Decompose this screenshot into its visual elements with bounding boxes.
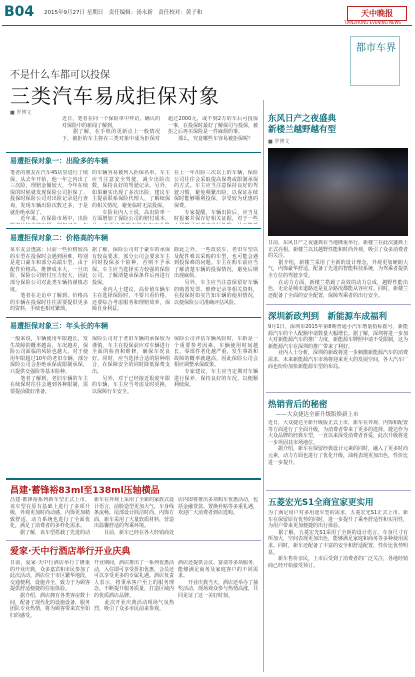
lead-intro-right: 超过2000元，或不到2万的车后可投保一事，在投保时最好了解保司与投保，被拒之后再买保险是一件麻烦的事。 那么，究竟哪些车容易被拒保呢？ [168, 116, 258, 142]
right-hot-text: 近日，大众捷达全新升级版正式上市，新车在外观、内饰和配置等方面进行了全面升级，为消费者带来了更多的选择。捷达作为大众品牌的经典车型，一直以来深受消费者喜爱，此次升级将进一步巩固其市场地位。 据介绍，新车在保留经典设计元素的同时，融入了更多时尚元素，动力方面也进行了优化升级，油耗表现更加出色，性价比进一步提升。 [268, 420, 408, 466]
right-top-text: 日前，东风日产之夜盛典在当地隆重举行，新楼兰在此次盛典上正式亮相。新楼兰以其越野性能和时尚外观，吸引了众多消费者的关注。 据介绍，新楼兰采用了全新的设计理念，外观更加硬朗大气，内饰豪华舒适，配备了先进的智能科技系统，为驾乘者提供全方位的驾驶享受。 在动力方面，新楼兰搭载了高效的动力总成，越野性能出色，无论是城市道路还是复杂路况都能从容应对。同时，新楼兰还配备了全面的安全配置，保障驾乘者的出行安全。 [268, 240, 408, 299]
right-last-title: 五菱宏光S1全商宣家更实用 [268, 498, 374, 508]
section-3-col2: 保险公司对于老旧车辆的承保较为谨慎，车主在投保前应对车辆进行全面的检查和维修，确保车况良好。同时，应当选择合适的险种组合，在保障安全的同时降低保费支出。 另外，对于已经接近报废年限的车辆，车主应当考虑及时更换，以保障行车安全。 [92, 336, 170, 395]
section-1-col3: 在上一年出险三次以上的车辆，保险公司往往会采取提高保费或限制承保的方式。车主应当注意保持良好的驾驶习惯，避免频繁出险，以保证在续保时能够顺利投保，享受较为优惠的保费。 专家提醒，车辆出险后，应当及时报案并保存好相关证据，对于一些 [174, 170, 258, 223]
section-2-title: 易遭拒保对象二：价格高的车辆 [10, 234, 108, 242]
section-3-col1: 一般来说，车辆使用年限越长，发生故障的概率越高，车况越差，保险公司面临的风险也越大。对于使用年限超过10年的老旧车辆，部分保险公司会拒绝承保或限制承保，只提供交强险等基本险种。 笔者了解到，老旧车辆的车主在续保时往往会遇到各种限制，需要提前做好准备。 [10, 336, 88, 395]
section-divider [6, 228, 261, 229]
news-2-col2: 开业期间，酒店推出了一系列优惠活动，入住即可享受折扣优惠，会员还可以享受更多的专属礼遇。酒店负责人表示，将秉承客户至上的服务理念，不断提升服务质量，打造区域内的优质酒店品牌。 此次开业庆典活动现场气氛热烈，吸引了众多市民前来参观。 [94, 560, 174, 613]
event-photo [268, 148, 408, 236]
news-1-col3: 店内即将推出多项购车优惠活动，包括金融贷款、置换补贴等多重礼遇，欢迎广大消费者到店选购。 [178, 497, 258, 517]
lead-byline: ■ 罗博文 [10, 110, 32, 116]
header-rule [2, 25, 412, 26]
right-top-byline: ■ 罗博文 [268, 139, 290, 145]
lead-intro-left: 近日，笔者在同一个保险单中拜访，确认的对保险中的新闻了解到， 据了解，在手机的更新点上一般情况下，被拒的车主将在三类对象中成为拒保对 [62, 116, 160, 142]
right-mid-text: 9月1日，深圳市2015年第8期普通小汽车增量指标摇号，新能源汽车的个人配额申请数量大幅增长。据了解，深圳将进一步加大对新能源汽车的推广力度，新能源车牌照申请不受限制，这为新能源汽车在深圳的推广带来了利好。 业内人士分析，深圳的新政将进一步刺激新能源汽车的消费需求，未来新能源汽车市场将迎来更大的发展空间，各大汽车厂商也纷纷加快新能源车型的布局。 [268, 324, 408, 370]
right-hot-title: 热销背后的秘密 [268, 400, 328, 410]
right-divider [266, 304, 411, 305]
news-1-title: 昌建·蓄锋裕83ml至138ml压轴横品 [10, 486, 160, 496]
news-divider [6, 478, 261, 480]
right-top-title: 东风日产之夜盛典 新楼兰越野越有型 [268, 114, 337, 135]
section-1-col2: 的车辆容易被列入拒保名单，车主应当注意安全驾驶，减少出险次数，保持良好的驾驶记录。另外，如果确实出现了多次出险，建议车主提前联系保险代理人，了解续保的相关情况，避免临时无法投保。 车险业内人士说，高出险率一方面增加了保险公司的赔付成本， [92, 170, 170, 223]
column-divider [263, 100, 264, 672]
right-divider [266, 490, 411, 491]
section-3-title: 易遭拒保对象三：年头长的车辆 [10, 322, 108, 330]
section-2-col2: 据了解，保险公司对于豪车的承保有较高要求，部分公司会要求车主同时投保多个险种，否则不予承保。车主应当选择实力较强的保险公司，了解清楚承保条件后再进行投保。 业内人士建议，高价值车辆车主在选择保险时，不要只看价格，还要综合考虑服务和理赔效率，保障自身利益。 [92, 247, 170, 313]
news-2-title: 爱家·天中行酒店举行开业庆典 [10, 547, 131, 557]
news-1-col2: 新车在外观上采用了全新的家族式设计语言，前脸造型更加大气，车身线条流畅，尾部设计简洁时尚。内饰方面，新车采用了大量软质材料，营造出温馨舒适的驾乘环境。 目前，新车已经在各大经销商处 [94, 497, 174, 535]
section-3-col3: 保险公司评估车辆风险时，车龄是一个重要参考因素。车辆使用时间越长，零部件老化越严重，发生事故和故障的概率就越高，因此保险公司会相应调整承保政策。 专家建议，车主应当定期对车辆进行保养，保持良好的车况，以便顺利续保。 [174, 336, 258, 389]
newspaper-logo: 天中晚报 [347, 6, 407, 21]
section-1-col1: 笔者的朋友在汽车4S店里进行了续保，从去年开始，他一年之内出了三次险，理赔金额较大，今年在续保的时候就发现保险公司拒保了。投保时保险公司对出险记录进行查询，发现车辆出险次数过多，于是就拒绝承保了。 近年来，在保险市场中，出险 [10, 170, 88, 223]
right-mid-title: 深圳新政判到 新能源车成福利 [268, 312, 388, 322]
newspaper-logo-subtitle: TIANZHONG EVENING NEWS [344, 20, 401, 25]
right-divider [266, 392, 411, 393]
section-label: 都市车界 [356, 43, 396, 54]
news-2-col3: 酒店还提供会议、宴请等多项服务，能够满足商务及家庭客户的不同需求。 开业庆典当天，酒店还举办了抽奖活动，现场观众参与热情高涨，共同见证了这一美好时刻。 [178, 560, 258, 599]
right-hot-subtitle: ——大众捷达全新升级版焕新上市 [276, 412, 359, 418]
news-1-col1: 昌建·蓄锋裕系列新车型正式上市，该车型在原有基础上进行了多项升级，外观更加时尚动感，内饰更加精致舒适，动力系统也进行了全面优化，满足了消费者的多样化需求。 据了解，该车型搭载了先进的动 [10, 497, 90, 535]
photo-highlight [268, 148, 408, 236]
lead-headline: 三类汽车易成拒保对象 [10, 84, 220, 108]
section-2-col1: 某车友会透露：目前一些价格较高的车型在投保时会遇到困难，特别是进口豪车和部分高端车型，由于配件价格高、维修成本大，一旦出险，保险公司赔付压力较大，因此部分保险公司对此类车辆持谨慎态度。 笔者在走访中了解到，价格高的车辆在投保时往往需要提供更多的资料，手续也相对繁琐。 [10, 247, 88, 313]
page-meta: 2015年9月27日 星期日 责任编辑：汤永新 责任校对：黄子和 [44, 10, 203, 16]
lead-kicker: 不是什么车都可以投保 [10, 70, 110, 81]
news-divider [6, 540, 261, 541]
right-last-text: 为了满足用户对多用途车型的需求，五菱宏光S1正式上市。新车在保留原有优势的同时，进一步提升了乘坐舒适性和实用性，为用户带来更加便捷的出行体验。 据了解，五菱宏光S1采用了全新的设计语言，车身尺寸有所加大，空间表现更加出色，能够满足家庭和商务等多种使用需求。同时，新车还配备了丰富的安全和舒适配置，性价比优势明显。 新车售价亲民，上市后受到了消费者的广泛关注，各地经销商已经开始接受预订。 [268, 510, 408, 569]
section-2-col3: 除此之外，一些改装车、老旧车型以及配件难以采购的车型，也可能会遇到投保难的问题。车主在购车前应当了解清楚车辆的投保情况，避免后期出现麻烦。 另外，车主应当注意保留好车辆的购置发票、维修记录等相关资料，在投保时如实告知车辆的使用情况，以便保险公司准确评估风险。 [174, 247, 258, 306]
section-divider [6, 152, 261, 153]
section-divider [6, 317, 261, 318]
page-code: B04 [4, 4, 35, 20]
news-2-col1: 日前，爱家·天中行酒店举行了隆重的开业庆典，众多嘉宾和市民参加了此次活动。酒店位于市区繁华地段，交通便利，设施齐全，致力于为顾客提供舒适便捷的住宿体验。 据介绍，酒店拥有各类客房数十间，配备了现代化的设施设备，服务团队专业热情，将为顾客带来宾至如归的感受。 [10, 560, 90, 619]
section-1-title: 易遭拒保对象一：出险多的车辆 [10, 157, 108, 165]
